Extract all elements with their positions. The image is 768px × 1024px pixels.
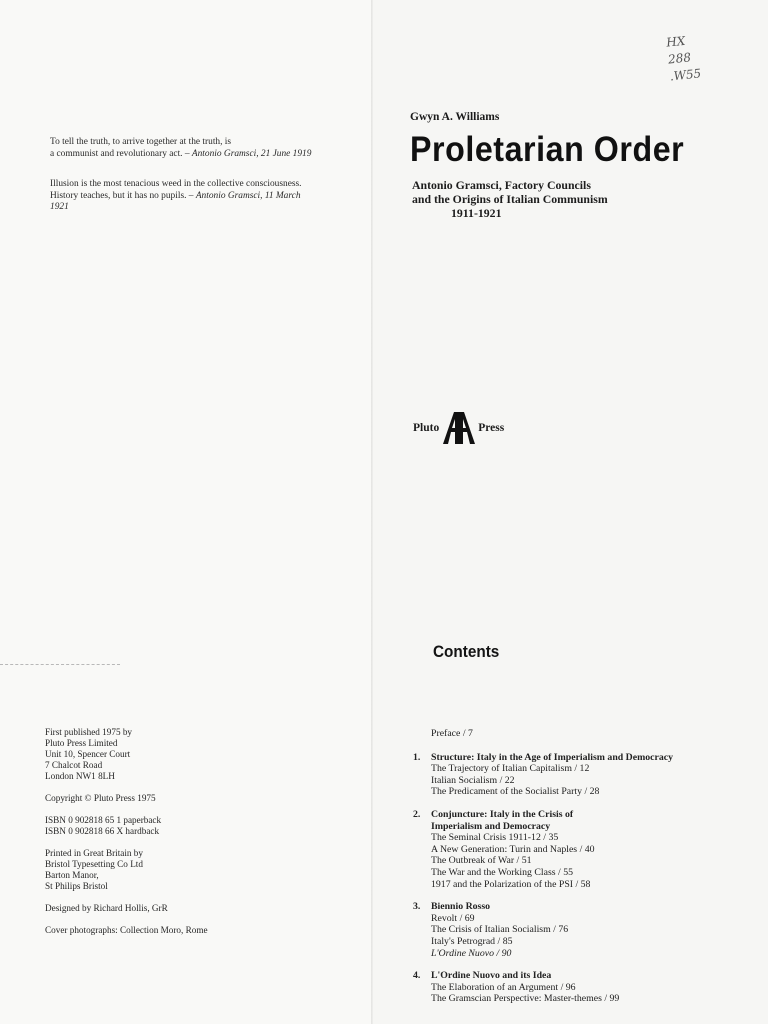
- imprint-line: London NW1 8LH: [45, 771, 115, 781]
- epigraph-1: [50, 137, 350, 160]
- imprint-line: Unit 10, Spencer Court: [45, 749, 131, 759]
- designer-line: Designed by Richard Hollis, GrR: [45, 903, 168, 913]
- subtitle-years: 1911-1921: [451, 206, 502, 220]
- imprint-isbn: [45, 815, 345, 837]
- chapter-title: Structure: Italy in the Age of Imperialism and Democracy: [431, 751, 673, 763]
- chapter-body: [431, 809, 595, 890]
- toc-section: The Seminal Crisis 1911-12 / 35: [431, 832, 559, 844]
- call-number-line: HX: [665, 33, 686, 50]
- toc-chapter: [413, 970, 753, 1005]
- imprint-line: Barton Manor,: [45, 870, 99, 880]
- toc-section: A New Generation: Turin and Naples / 40: [431, 843, 595, 855]
- handwritten-call-number: [665, 30, 720, 86]
- chapter-number: 3.: [413, 901, 421, 913]
- imprint-line: Printed in Great Britain by: [45, 848, 143, 858]
- epigraph-line: Illusion is the most tenacious weed in the collective consciousness.: [50, 179, 302, 189]
- table-of-contents: [413, 728, 753, 1016]
- toc-section: 1917 and the Polarization of the PSI / 58: [431, 878, 591, 890]
- toc-chapter: [413, 752, 753, 798]
- cover-credit-line: Cover photographs: Collection Moro, Rome: [45, 925, 208, 935]
- call-number-line: 288: [667, 50, 692, 67]
- toc-chapter: [413, 809, 753, 890]
- toc-section: The Elaboration of an Argument / 96: [431, 981, 576, 993]
- imprint-line: First published 1975 by: [45, 727, 133, 737]
- epigraph-line: [50, 149, 350, 161]
- epigraph-2: [50, 179, 350, 214]
- toc-chapter: [413, 901, 753, 959]
- epigraph-line: To tell the truth, to arrive together at the truth, is: [50, 137, 232, 147]
- toc-section: The War and the Working Class / 55: [431, 866, 573, 878]
- chapter-number: 2.: [413, 808, 421, 820]
- chapter-title: Biennio Rosso: [431, 901, 491, 913]
- toc-section: The Predicament of the Socialist Party / 28: [431, 786, 600, 798]
- imprint-line: St Philips Bristol: [45, 881, 108, 891]
- copyright-line: Copyright © Pluto Press 1975: [45, 793, 156, 803]
- fold-mark: [0, 664, 120, 665]
- imprint-block: [45, 727, 345, 947]
- imprint-designer: [45, 903, 345, 914]
- toc-section: L'Ordine Nuovo / 90: [431, 947, 512, 959]
- epigraph-text: a communist and revolutionary act. –: [50, 148, 192, 159]
- publisher-name-right: Press: [478, 422, 505, 434]
- toc-section: Italy's Petrograd / 85: [431, 935, 513, 947]
- subtitle-line: and the Origins of Italian Communism: [412, 192, 608, 206]
- chapter-body: [431, 970, 619, 1005]
- epigraph-text: History teaches, but it has no pupils. –: [50, 190, 196, 201]
- toc-section: Revolt / 69: [431, 912, 475, 924]
- toc-section: The Gramscian Perspective: Master-themes / 99: [431, 993, 620, 1005]
- chapter-title: Conjuncture: Italy in the Crisis of: [431, 808, 574, 820]
- call-number-line: .W55: [669, 66, 702, 84]
- chapter-number: 4.: [413, 970, 421, 982]
- isbn-line: ISBN 0 902818 65 1 paperback: [45, 815, 162, 825]
- toc-section: Italian Socialism / 22: [431, 774, 515, 786]
- imprint-line: Pluto Press Limited: [45, 738, 118, 748]
- epigraph-attribution: Antonio Gramsci, 21 June 1919: [191, 148, 312, 159]
- imprint-line: 7 Chalcot Road: [45, 760, 103, 770]
- toc-section: The Outbreak of War / 51: [431, 855, 532, 867]
- toc-preface: Preface / 7: [431, 728, 473, 739]
- epigraph-attribution-cont: 1921: [50, 202, 69, 212]
- imprint-cover: [45, 925, 345, 936]
- toc-section: The Trajectory of Italian Capitalism / 12: [431, 763, 590, 775]
- chapter-body: [431, 901, 568, 959]
- imprint-line: Bristol Typesetting Co Ltd: [45, 859, 143, 869]
- isbn-line: ISBN 0 902818 66 X hardback: [45, 826, 160, 836]
- imprint-copyright: [45, 793, 345, 804]
- epigraph-line: [50, 191, 350, 203]
- chapter-number: 1.: [413, 751, 421, 763]
- chapter-title: L'Ordine Nuovo and its Idea: [431, 970, 552, 982]
- book-gutter: [371, 0, 373, 1024]
- chapter-title: Imperialism and Democracy: [431, 820, 551, 832]
- publisher-mark: [413, 408, 504, 448]
- book-title: Proletarian Order: [410, 130, 685, 169]
- toc-section: The Crisis of Italian Socialism / 76: [431, 924, 569, 936]
- imprint-publisher: [45, 727, 345, 782]
- publisher-name-left: Pluto: [413, 422, 440, 434]
- epigraph-attribution: Antonio Gramsci, 11 March: [195, 190, 301, 201]
- subtitle-line: Antonio Gramsci, Factory Councils: [412, 178, 591, 192]
- chapter-body: [431, 752, 673, 798]
- contents-heading: Contents: [433, 642, 500, 661]
- author-name: Gwyn A. Williams: [410, 111, 500, 123]
- imprint-printer: [45, 848, 345, 892]
- book-subtitle: [412, 178, 608, 220]
- pluto-logo-icon: [442, 410, 476, 446]
